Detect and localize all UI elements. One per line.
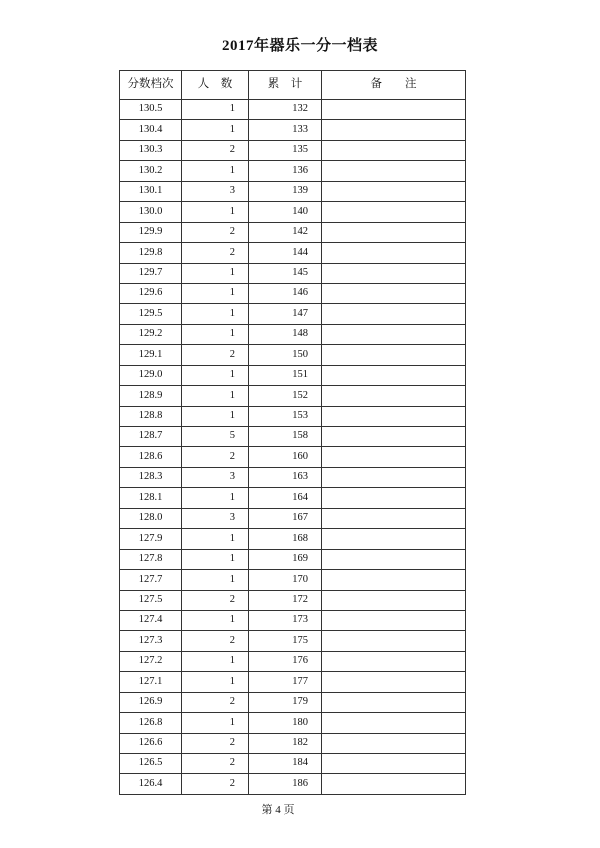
count-cell: 1 xyxy=(182,529,249,549)
remark-cell xyxy=(322,365,466,385)
count-cell: 2 xyxy=(182,733,249,753)
cumulative-cell: 152 xyxy=(249,386,322,406)
score-cell: 130.1 xyxy=(120,181,182,201)
cumulative-cell: 177 xyxy=(249,672,322,692)
score-cell: 129.8 xyxy=(120,243,182,263)
header-cumulative: 累 计 xyxy=(249,71,322,100)
remark-cell xyxy=(322,713,466,733)
table-row xyxy=(120,508,466,528)
remark-cell xyxy=(322,202,466,222)
remark-cell xyxy=(322,651,466,671)
score-cell: 127.3 xyxy=(120,631,182,651)
table-row xyxy=(120,549,466,569)
score-cell: 129.6 xyxy=(120,283,182,303)
cumulative-cell: 150 xyxy=(249,345,322,365)
cumulative-cell: 167 xyxy=(249,508,322,528)
table-row xyxy=(120,324,466,344)
cumulative-cell: 153 xyxy=(249,406,322,426)
cumulative-cell: 168 xyxy=(249,529,322,549)
cumulative-cell: 176 xyxy=(249,651,322,671)
remark-cell xyxy=(322,672,466,692)
score-cell: 129.7 xyxy=(120,263,182,283)
remark-cell xyxy=(322,161,466,181)
remark-cell xyxy=(322,120,466,140)
table-row xyxy=(120,754,466,774)
remark-cell xyxy=(322,488,466,508)
cumulative-cell: 132 xyxy=(249,100,322,120)
table-header-row xyxy=(120,71,466,100)
count-cell: 2 xyxy=(182,631,249,651)
remark-cell xyxy=(322,263,466,283)
cumulative-cell: 133 xyxy=(249,120,322,140)
score-cell: 127.8 xyxy=(120,549,182,569)
table-row xyxy=(120,590,466,610)
table-row xyxy=(120,243,466,263)
score-cell: 128.6 xyxy=(120,447,182,467)
table-row xyxy=(120,222,466,242)
cumulative-cell: 163 xyxy=(249,467,322,487)
table-row xyxy=(120,631,466,651)
cumulative-cell: 140 xyxy=(249,202,322,222)
header-remark: 备 注 xyxy=(322,71,466,100)
page-title: 2017年器乐一分一档表 xyxy=(221,38,378,54)
count-cell: 3 xyxy=(182,508,249,528)
remark-cell xyxy=(322,181,466,201)
remark-cell xyxy=(322,610,466,630)
count-cell: 1 xyxy=(182,263,249,283)
score-cell: 129.9 xyxy=(120,222,182,242)
score-cell: 127.7 xyxy=(120,570,182,590)
remark-cell xyxy=(322,447,466,467)
table-row xyxy=(120,365,466,385)
cumulative-cell: 147 xyxy=(249,304,322,324)
score-cell: 129.2 xyxy=(120,324,182,344)
remark-cell xyxy=(322,222,466,242)
cumulative-cell: 158 xyxy=(249,427,322,447)
score-cell: 128.3 xyxy=(120,467,182,487)
count-cell: 2 xyxy=(182,590,249,610)
table-row xyxy=(120,651,466,671)
count-cell: 1 xyxy=(182,713,249,733)
table-row xyxy=(120,447,466,467)
table-row xyxy=(120,283,466,303)
score-cell: 126.4 xyxy=(120,774,182,794)
remark-cell xyxy=(322,324,466,344)
remark-cell xyxy=(322,733,466,753)
score-cell: 130.2 xyxy=(120,161,182,181)
cumulative-cell: 170 xyxy=(249,570,322,590)
score-cell: 127.9 xyxy=(120,529,182,549)
cumulative-cell: 172 xyxy=(249,590,322,610)
cumulative-cell: 146 xyxy=(249,283,322,303)
cumulative-cell: 160 xyxy=(249,447,322,467)
count-cell: 2 xyxy=(182,222,249,242)
remark-cell xyxy=(322,243,466,263)
table-row xyxy=(120,672,466,692)
remark-cell xyxy=(322,406,466,426)
count-cell: 2 xyxy=(182,774,249,794)
page-number: 第 4 页 xyxy=(261,804,295,816)
count-cell: 1 xyxy=(182,283,249,303)
table-row xyxy=(120,570,466,590)
table-row xyxy=(120,345,466,365)
table-row xyxy=(120,140,466,160)
cumulative-cell: 186 xyxy=(249,774,322,794)
count-cell: 2 xyxy=(182,140,249,160)
remark-cell xyxy=(322,754,466,774)
remark-cell xyxy=(322,570,466,590)
score-cell: 128.9 xyxy=(120,386,182,406)
count-cell: 1 xyxy=(182,304,249,324)
cumulative-cell: 182 xyxy=(249,733,322,753)
score-cell: 126.9 xyxy=(120,692,182,712)
cumulative-cell: 145 xyxy=(249,263,322,283)
score-cell: 127.5 xyxy=(120,590,182,610)
table-row xyxy=(120,181,466,201)
table-row xyxy=(120,120,466,140)
cumulative-cell: 164 xyxy=(249,488,322,508)
header-score: 分数档次 xyxy=(120,71,182,100)
cumulative-cell: 151 xyxy=(249,365,322,385)
count-cell: 2 xyxy=(182,345,249,365)
cumulative-cell: 184 xyxy=(249,754,322,774)
cumulative-cell: 180 xyxy=(249,713,322,733)
table-row xyxy=(120,427,466,447)
remark-cell xyxy=(322,631,466,651)
cumulative-cell: 169 xyxy=(249,549,322,569)
table-row xyxy=(120,304,466,324)
table-row xyxy=(120,488,466,508)
table-row xyxy=(120,202,466,222)
score-cell: 128.8 xyxy=(120,406,182,426)
table-row xyxy=(120,386,466,406)
count-cell: 1 xyxy=(182,651,249,671)
score-cell: 128.7 xyxy=(120,427,182,447)
score-table xyxy=(119,70,466,795)
count-cell: 1 xyxy=(182,100,249,120)
cumulative-cell: 136 xyxy=(249,161,322,181)
count-cell: 2 xyxy=(182,447,249,467)
remark-cell xyxy=(322,774,466,794)
table-row xyxy=(120,774,466,794)
cumulative-cell: 142 xyxy=(249,222,322,242)
table-row xyxy=(120,692,466,712)
score-cell: 127.4 xyxy=(120,610,182,630)
remark-cell xyxy=(322,304,466,324)
score-cell: 129.0 xyxy=(120,365,182,385)
score-cell: 130.4 xyxy=(120,120,182,140)
count-cell: 1 xyxy=(182,202,249,222)
table-row xyxy=(120,733,466,753)
count-cell: 1 xyxy=(182,570,249,590)
count-cell: 1 xyxy=(182,386,249,406)
count-cell: 2 xyxy=(182,754,249,774)
cumulative-cell: 144 xyxy=(249,243,322,263)
score-cell: 127.1 xyxy=(120,672,182,692)
count-cell: 3 xyxy=(182,467,249,487)
score-cell: 127.2 xyxy=(120,651,182,671)
remark-cell xyxy=(322,427,466,447)
count-cell: 3 xyxy=(182,181,249,201)
score-cell: 130.5 xyxy=(120,100,182,120)
table-row xyxy=(120,406,466,426)
remark-cell xyxy=(322,283,466,303)
count-cell: 1 xyxy=(182,406,249,426)
table-row xyxy=(120,529,466,549)
table-row xyxy=(120,263,466,283)
header-count: 人 数 xyxy=(182,71,249,100)
table-row xyxy=(120,100,466,120)
remark-cell xyxy=(322,590,466,610)
score-cell: 126.5 xyxy=(120,754,182,774)
score-cell: 128.1 xyxy=(120,488,182,508)
table-body xyxy=(120,100,466,795)
score-cell: 126.6 xyxy=(120,733,182,753)
remark-cell xyxy=(322,467,466,487)
remark-cell xyxy=(322,549,466,569)
count-cell: 1 xyxy=(182,120,249,140)
table-row xyxy=(120,467,466,487)
score-cell: 128.0 xyxy=(120,508,182,528)
remark-cell xyxy=(322,529,466,549)
table-row xyxy=(120,713,466,733)
remark-cell xyxy=(322,386,466,406)
count-cell: 1 xyxy=(182,324,249,344)
remark-cell xyxy=(322,100,466,120)
count-cell: 1 xyxy=(182,488,249,508)
cumulative-cell: 179 xyxy=(249,692,322,712)
remark-cell xyxy=(322,140,466,160)
score-cell: 130.3 xyxy=(120,140,182,160)
remark-cell xyxy=(322,345,466,365)
table-row xyxy=(120,610,466,630)
count-cell: 1 xyxy=(182,365,249,385)
count-cell: 5 xyxy=(182,427,249,447)
count-cell: 1 xyxy=(182,161,249,181)
count-cell: 1 xyxy=(182,610,249,630)
count-cell: 1 xyxy=(182,672,249,692)
cumulative-cell: 173 xyxy=(249,610,322,630)
score-cell: 129.5 xyxy=(120,304,182,324)
count-cell: 2 xyxy=(182,692,249,712)
cumulative-cell: 135 xyxy=(249,140,322,160)
cumulative-cell: 175 xyxy=(249,631,322,651)
score-cell: 126.8 xyxy=(120,713,182,733)
count-cell: 2 xyxy=(182,243,249,263)
remark-cell xyxy=(322,508,466,528)
cumulative-cell: 148 xyxy=(249,324,322,344)
score-cell: 129.1 xyxy=(120,345,182,365)
remark-cell xyxy=(322,692,466,712)
table-row xyxy=(120,161,466,181)
count-cell: 1 xyxy=(182,549,249,569)
score-cell: 130.0 xyxy=(120,202,182,222)
cumulative-cell: 139 xyxy=(249,181,322,201)
